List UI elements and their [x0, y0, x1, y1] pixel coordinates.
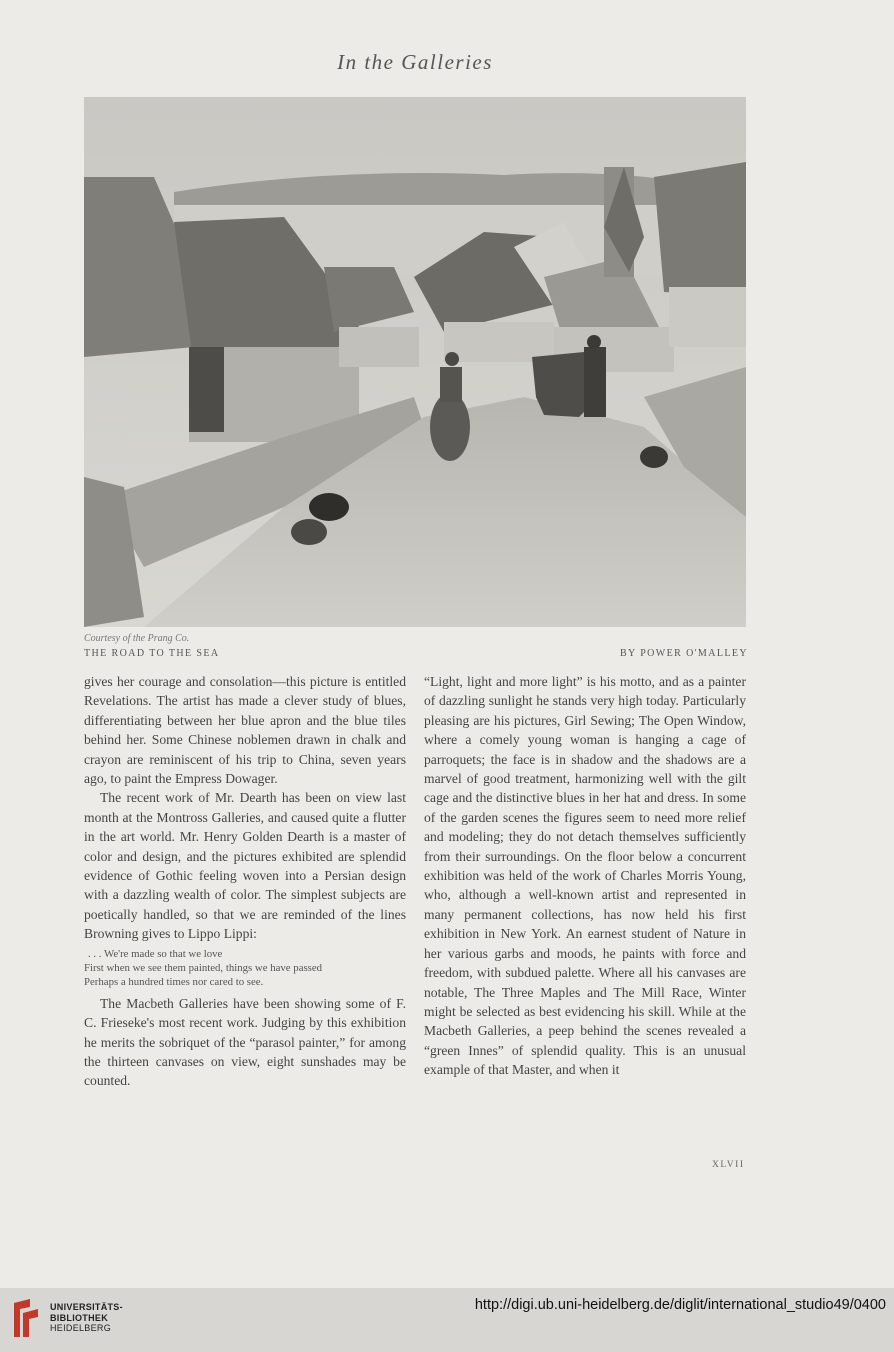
paragraph: gives her courage and consolation—this picture is entitled Revelations. The artist has made a clever study of blues, differentiating between her blue apron and the blue tiles behind her. Some Chinese noblemen drawn in chalk and crayon are reminiscent of his trip to China, seven years ago, to paint the Empress Dowager.: [84, 674, 406, 787]
verse-line: First when we see them painted, things we have passed: [84, 961, 323, 974]
source-url-link[interactable]: http://digi.ub.uni-heidelberg.de/diglit/international_studio49/0400: [474, 1297, 886, 1313]
verse-line: . . . We're made so that we love: [88, 947, 223, 960]
plate-credit: Courtesy of the Prang Co.: [84, 633, 190, 644]
plate-title: THE ROAD TO THE SEA: [84, 648, 220, 659]
viewer-footer: [0, 1288, 894, 1352]
running-head: In the Galleries: [337, 50, 493, 74]
library-logo-icon[interactable]: [10, 1297, 42, 1341]
left-column: [84, 672, 406, 1091]
verse-quote: [84, 947, 406, 989]
paragraph: The Macbeth Galleries have been showing some of F. C. Frieseke's most recent work. Judging by this exhibition he merits the sobriquet of the “parasol painter,” for among the thirteen canvases on view, eight sunshades may be counted.: [84, 995, 406, 1089]
verse-line: Perhaps a hundred times nor cared to see.: [84, 975, 264, 988]
library-name-line: UNIVERSITÄTS-: [50, 1302, 123, 1312]
paragraph: The recent work of Mr. Dearth has been on view last month at the Montross Galleries, and caused quite a flutter in the art world. Mr. Henry Golden Dearth is a master of color and design, and the pictures exhibited are splendid evidence of Gothic feeling woven into a Persian design with a dazzling wealth of color. The simplest subjects are poetically handled, so that we are reminded of the lines Browning gives to Lippo Lippi:: [84, 790, 406, 942]
page-number: XLVII: [712, 1160, 745, 1170]
plate-artist: BY POWER O'MALLEY: [619, 648, 748, 659]
library-name-line: BIBLIOTHEK: [50, 1312, 108, 1323]
painting-plate: [84, 97, 746, 627]
right-column: [424, 672, 746, 1080]
painting-image: [84, 97, 746, 627]
library-name-line: HEIDELBERG: [50, 1323, 112, 1333]
library-name[interactable]: [50, 1302, 123, 1334]
paragraph: “Light, light and more light” is his motto, and as a painter of dazzling sunlight he stands very high today. Particularly pleasing are his pictures, Girl Sewing; The Open Window, where a comely young woman is hanging a cage of parroquets; the face is in shadow and the shadows are a marvel of good treatment, harmonizing well with the gilt cage and the distinctive blues in her hat and dress. In some of the garden scenes the figures seem to need more relief and modeling; they do not detach themselves sufficiently from their surroundings. On the floor below a concurrent exhibition was held of the work of Charles Morris Young, who, although a well-known artist and represented in many permanent collections, has now held his first exhibition in New York. An earnest student of Nature in her various garbs and moods, he paints with force and freedom, with subdued palette. Where all his canvases are notable, The Three Maples and The Mill Race, Winter might be selected as best evidencing his skill. While at the Macbeth Galleries, a peep behind the scenes revealed a “green Innes” of splendid quality. This is an unusual example of that Master, and when it: [424, 674, 746, 1078]
